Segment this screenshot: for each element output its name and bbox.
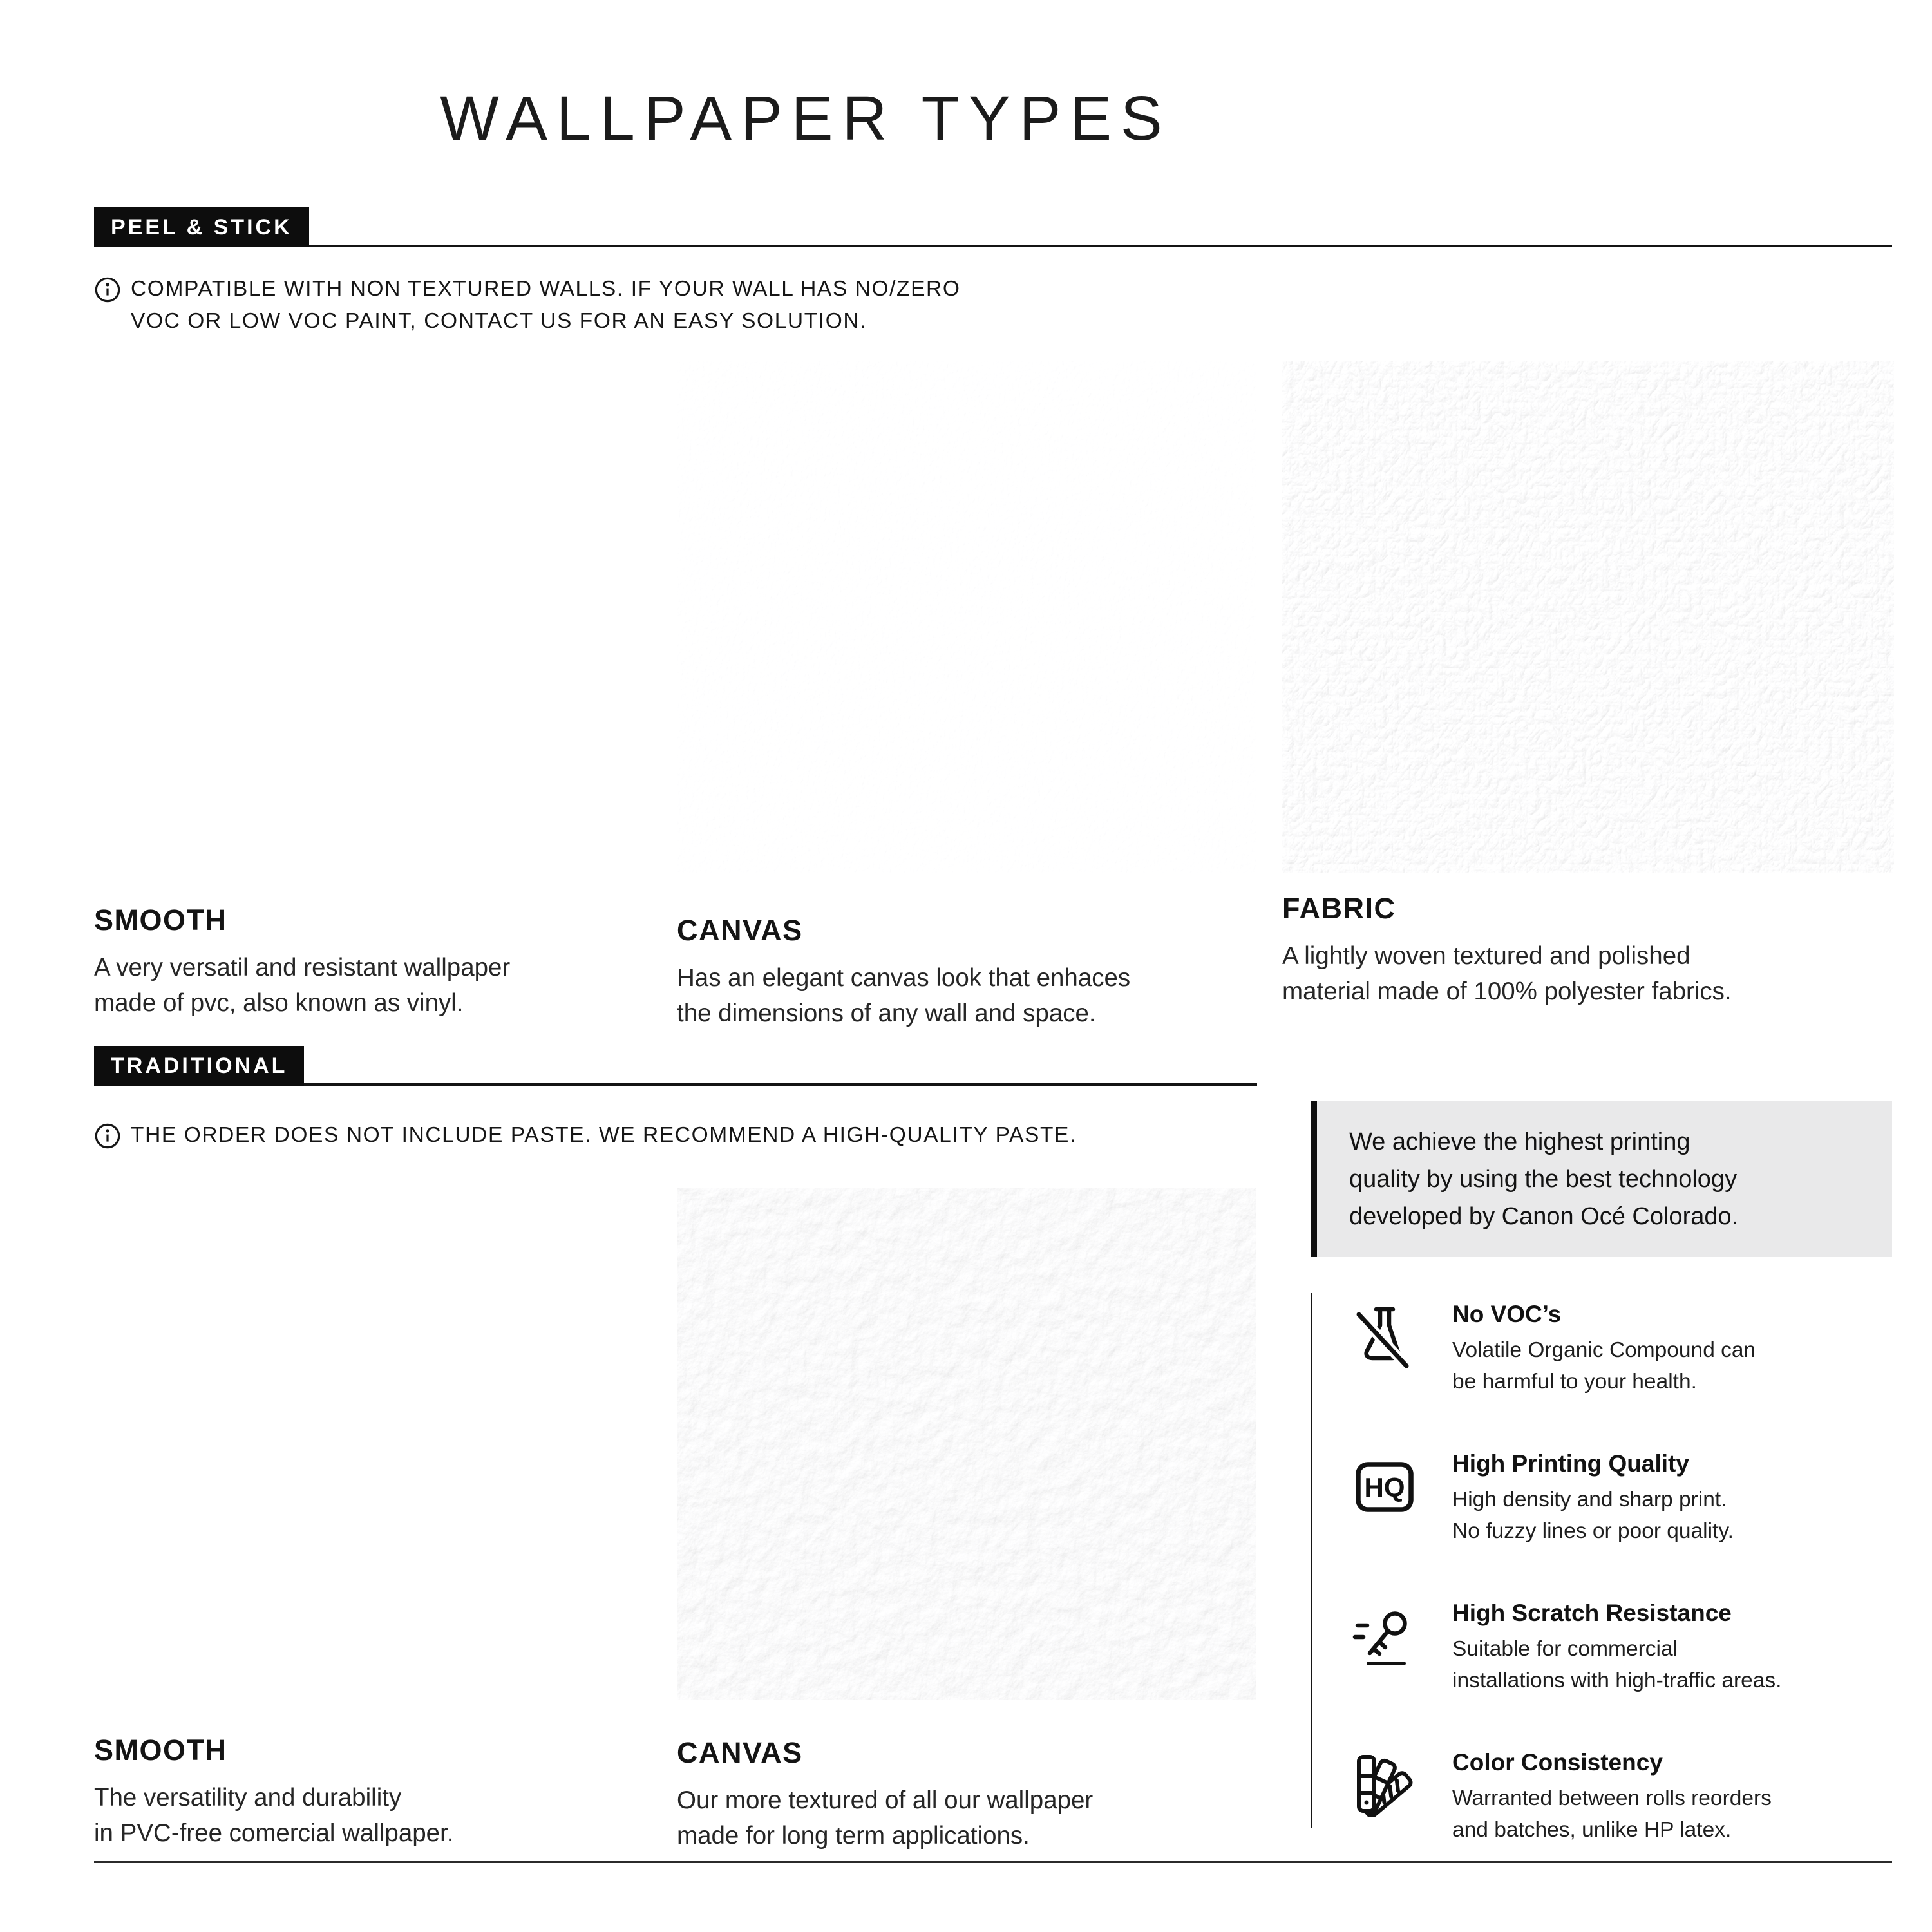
swatch-column-canvas <box>677 361 1256 1031</box>
printing-quality-text: We achieve the highest printing quality by using the best technology developed by Canon Océ Colorado. <box>1349 1128 1739 1230</box>
feature-text <box>1452 1450 1734 1547</box>
swatch-column-smooth <box>94 361 651 1021</box>
swatch-title: CANVAS <box>677 1736 803 1769</box>
feature-description: Volatile Organic Compound can be harmful to your health. <box>1452 1338 1756 1394</box>
feature-description: Suitable for commercial installations with high-traffic areas. <box>1452 1637 1782 1692</box>
page-title: WALLPAPER TYPES <box>440 83 1171 153</box>
smooth-texture-image <box>94 361 651 873</box>
canvas-texture-image <box>677 361 1256 873</box>
fabric-texture-image <box>1282 361 1894 873</box>
feature-color-consistency <box>1312 1749 1893 1846</box>
swatch-column-fabric <box>1282 361 1894 1009</box>
svg-text:HQ: HQ <box>1364 1472 1405 1502</box>
hq-badge-icon <box>1352 1454 1417 1519</box>
info-circle-icon <box>94 276 121 313</box>
traditional-note <box>94 1119 1077 1159</box>
feature-text <box>1452 1749 1772 1846</box>
peel-stick-section-tab: PEEL & STICK <box>94 207 309 247</box>
feature-title: No VOC’s <box>1452 1301 1562 1327</box>
feature-text <box>1452 1600 1781 1696</box>
feature-title: High Printing Quality <box>1452 1450 1689 1477</box>
swatch-title: SMOOTH <box>94 1734 227 1766</box>
swatch-column-smooth-traditional <box>94 1188 651 1851</box>
swatch-title: CANVAS <box>677 914 803 947</box>
swatch-description: A lightly woven textured and polished material made of 100% polyester fabrics. <box>1282 942 1732 1005</box>
smooth-texture-image <box>94 1188 651 1700</box>
feature-text <box>1452 1301 1756 1397</box>
feature-description: High density and sharp print. No fuzzy lines or poor quality. <box>1452 1488 1734 1543</box>
color-swatch-fan-icon <box>1352 1753 1417 1817</box>
swatch-title: FABRIC <box>1282 892 1396 925</box>
feature-high-printing-quality <box>1312 1450 1893 1547</box>
peel-stick-swatch-row <box>94 361 1894 1031</box>
peel-stick-note <box>94 273 961 337</box>
swatch-description: A very versatil and resistant wallpaper made of pvc, also known as vinyl. <box>94 954 511 1017</box>
feature-title: High Scratch Resistance <box>1452 1600 1732 1626</box>
swatch-description: Has an elegant canvas look that enhaces the dimensions of any wall and space. <box>677 964 1131 1027</box>
printing-quality-callout <box>1311 1101 1892 1257</box>
swatch-description: Our more textured of all our wallpaper made for long term applications. <box>677 1786 1094 1850</box>
swatch-column-canvas-traditional <box>677 1188 1256 1853</box>
feature-high-scratch-resistance <box>1312 1600 1893 1696</box>
traditional-swatch-row <box>94 1188 1256 1853</box>
swatch-description: The versatility and durability in PVC-free comercial wallpaper. <box>94 1784 454 1847</box>
feature-no-voc <box>1312 1301 1893 1397</box>
feature-description: Warranted between rolls reorders and batches, unlike HP latex. <box>1452 1786 1772 1842</box>
peel-stick-section-rule <box>94 245 1892 247</box>
scratch-key-icon <box>1352 1604 1417 1668</box>
traditional-note-text: THE ORDER DOES NOT INCLUDE PASTE. WE RECOMMEND A HIGH-QUALITY PASTE. <box>131 1123 1077 1147</box>
swatch-title: SMOOTH <box>94 904 227 936</box>
no-voc-flask-icon <box>1352 1305 1417 1369</box>
bottom-divider <box>94 1861 1892 1863</box>
peel-stick-note-text: COMPATIBLE WITH NON TEXTURED WALLS. IF YOUR WALL HAS NO/ZERO VOC OR LOW VOC PAINT, CONTACT US FOR AN EASY SOLUTION. <box>131 277 961 333</box>
traditional-section-tab: TRADITIONAL <box>94 1046 304 1086</box>
canvas-heavy-texture-image <box>677 1188 1256 1700</box>
info-circle-icon <box>94 1122 121 1159</box>
feature-title: Color Consistency <box>1452 1749 1663 1776</box>
features-list <box>1311 1293 1893 1842</box>
